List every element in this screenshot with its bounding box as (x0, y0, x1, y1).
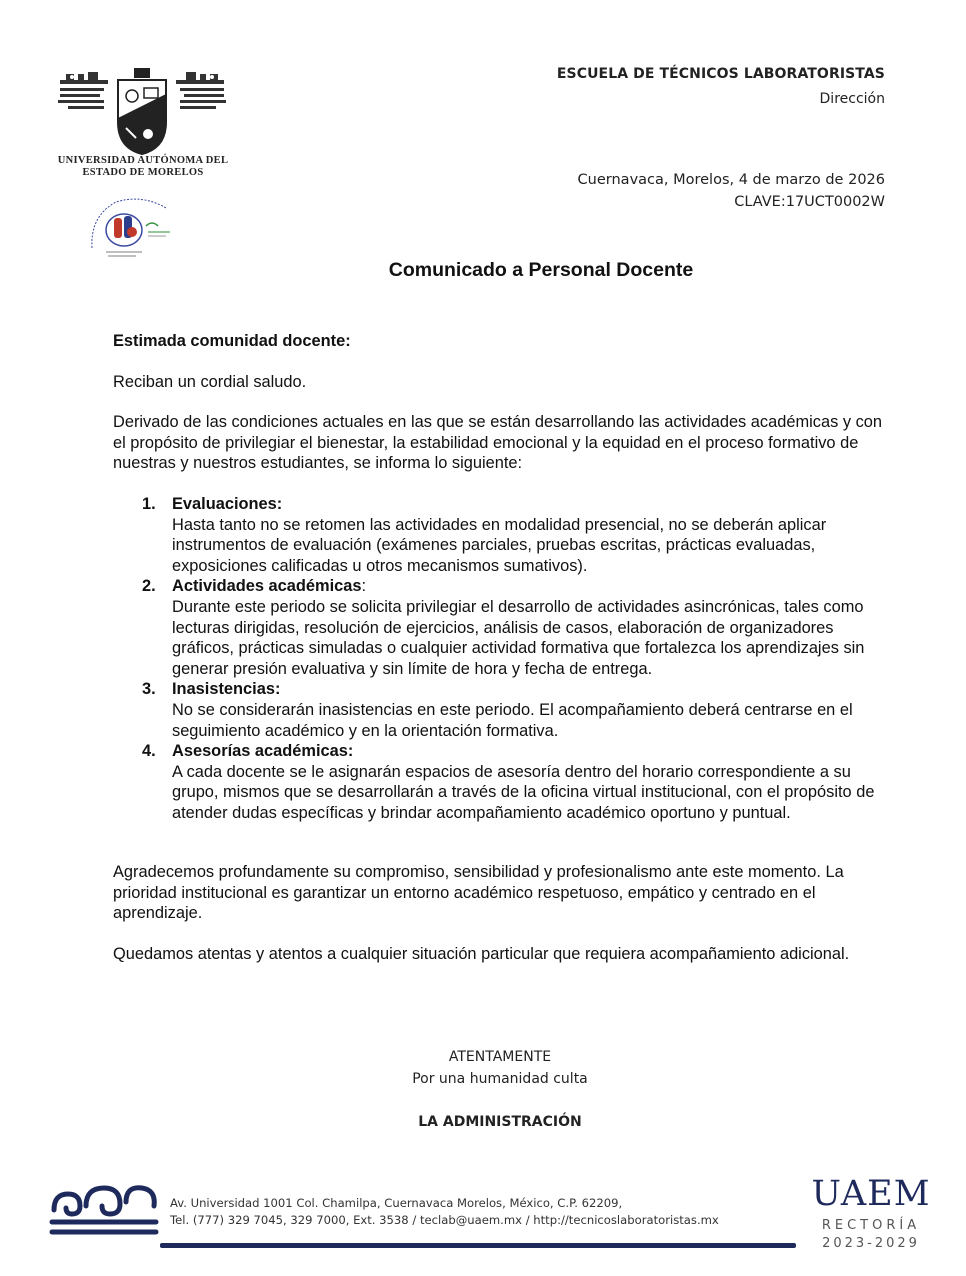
footer-divider (160, 1243, 796, 1248)
list-item-number: 1. (142, 495, 156, 513)
greeting: Reciban un cordial saludo. (113, 373, 307, 391)
list-item-number: 4. (142, 742, 156, 761)
list-item (113, 576, 893, 679)
list-item (113, 679, 893, 741)
list-item-title: Asesorías académicas: (172, 742, 354, 761)
list-item-text: Durante este periodo se solicita privilegiar el desarrollo de actividades asincrónicas, tales como lecturas dirigidas, resolución de ejercicios, análisis de casos, elaboración de organizadores gráficos, prácticas simuladas o cualquier actividad formativa que fortalezca los aprendizajes sin generar presión evaluativa y sin límite de hora y fecha de entrega. (172, 597, 865, 678)
signer: LA ADMINISTRACIÓN (418, 1114, 582, 1130)
list-item-title-suffix: : (361, 577, 367, 596)
rectoria-period: 2023-2029 (822, 1236, 920, 1251)
list-item-number: 2. (142, 577, 156, 596)
wave-ornament-icon (48, 1180, 160, 1238)
list-item-title: Actividades académicas (172, 577, 362, 596)
footer-address: Av. Universidad 1001 Col. Chamilpa, Cuernavaca Morelos, México, C.P. 62209, (170, 1196, 623, 1210)
numbered-list (113, 494, 893, 824)
list-item-title: Inasistencias: (172, 680, 281, 699)
list-item-text: A cada docente se le asignarán espacios de asesoría dentro del horario correspondiente a su grupo, mismos que se desarrollarán a través de la oficina virtual institucional, con el propósito de atender dudas específicas y brindar acompañamiento académico oportuno y puntual. (172, 762, 875, 822)
place-date: Cuernavaca, Morelos, 4 de marzo de 2026 (577, 172, 885, 188)
list-item (113, 741, 893, 823)
intro-paragraph: Derivado de las condiciones actuales en las que se están desarrollando las actividades académicas y con el propósito de privilegiar el bienestar, la estabilidad emocional y la equidad en el proceso formativo de nuestras y nuestros estudiantes, se informa lo siguiente: (113, 413, 882, 473)
rectoria-label: RECTORÍA (821, 1218, 921, 1233)
school-clave: CLAVE:17UCT0002W (734, 194, 885, 210)
salutation: Estimada comunidad docente: (113, 332, 351, 350)
list-item-title: Evaluaciones: (172, 495, 283, 513)
escuela-anniversary-logo (86, 196, 186, 266)
footer-contact: Tel. (777) 329 7045, 329 7000, Ext. 3538 / teclab@uaem.mx / http://tecnicoslaboratoristas.mx (170, 1213, 719, 1227)
motto: Por una humanidad culta (412, 1071, 588, 1087)
list-item-text: Hasta tanto no se retomen las actividades en modalidad presencial, no se deberán aplicar instrumentos de evaluación (exámenes parciales, pruebas escritas, prácticas evaluadas, exposiciones calificadas u otros mecanismos sumativos). (172, 515, 827, 575)
document-title: Comunicado a Personal Docente (388, 259, 694, 281)
list-item (113, 494, 893, 576)
sign-off: ATENTAMENTE (448, 1049, 552, 1065)
closing-paragraph-2: Quedamos atentas y atentos a cualquier situación particular que requiera acompañamiento adicional. (113, 945, 850, 963)
list-item-number: 3. (142, 680, 156, 699)
university-name: UNIVERSIDAD AUTÓNOMA DEL ESTADO DE MORELOS (57, 155, 229, 178)
uaem-emblem-logo (56, 66, 228, 156)
school-name: ESCUELA DE TÉCNICOS LABORATORISTAS (556, 66, 885, 82)
uaem-brand: UAEM (811, 1174, 931, 1214)
department-name: Dirección (819, 91, 885, 107)
list-item-text: No se considerarán inasistencias en este periodo. El acompañamiento deberá centrarse en el seguimiento académico y en la orientación formativa. (172, 700, 853, 740)
closing-paragraph: Agradecemos profundamente su compromiso, sensibilidad y profesionalismo ante este momento. La prioridad institucional es garantizar un entorno académico respetuoso, empático y centrado en el aprendizaje. (113, 863, 844, 923)
